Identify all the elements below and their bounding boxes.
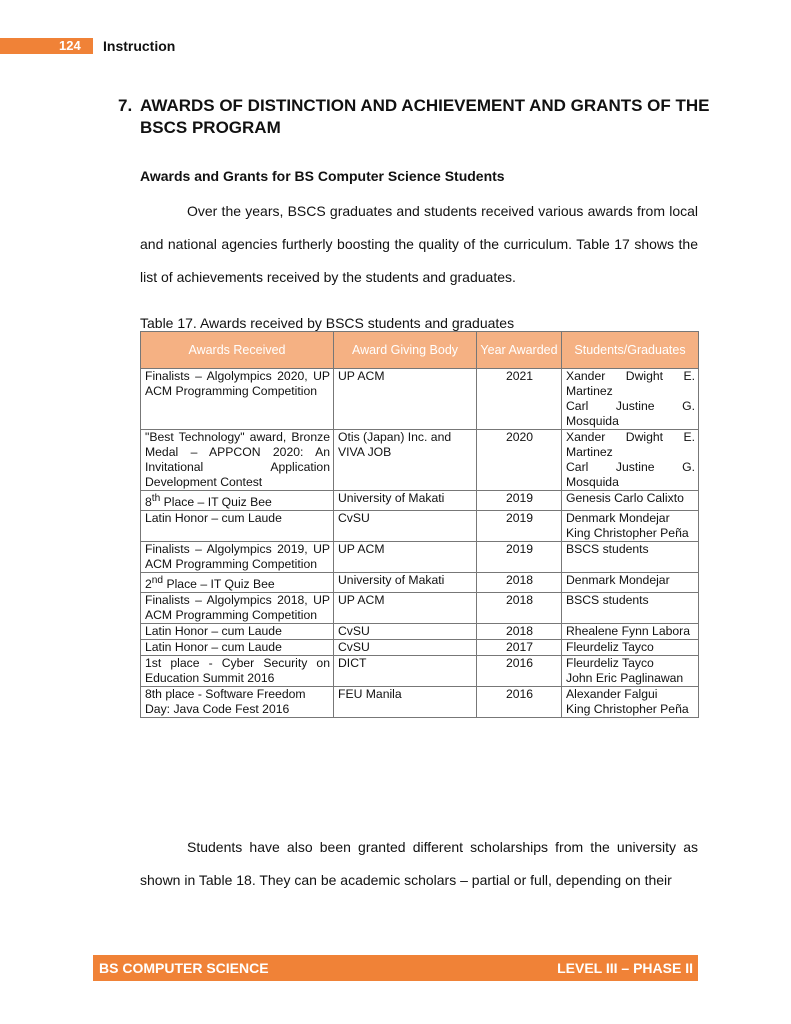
students-cell (562, 430, 699, 491)
student-name: Denmark Mondejar (566, 573, 670, 588)
award-cell: Latin Honor – cum Laude (141, 624, 334, 640)
award-place-number: 2 (145, 577, 152, 592)
year-cell: 2016 (477, 656, 562, 687)
table-row (141, 369, 699, 430)
student-name: Alexander Falgui (566, 687, 658, 702)
student-name: Xander Dwight E. Martinez (566, 430, 695, 459)
page-number: 124 (59, 38, 81, 53)
heading-title: AWARDS OF DISTINCTION AND ACHIEVEMENT AND GRANTS OF THE BSCS PROGRAM (140, 96, 710, 137)
students-cell (562, 687, 699, 718)
header-year-awarded: Year Awarded (477, 332, 562, 369)
student-name: BSCS students (566, 542, 649, 557)
students-cell (562, 511, 699, 542)
footer-level: LEVEL III – PHASE II (557, 960, 693, 976)
footer-program: BS COMPUTER SCIENCE (99, 960, 269, 976)
section-label: Instruction (103, 38, 176, 54)
award-cell: 8th place - Software Freedom Day: Java Code Fest 2016 (141, 687, 334, 718)
awards-table (140, 331, 699, 718)
award-body-cell: CvSU (334, 511, 477, 542)
award-body-cell: UP ACM (334, 369, 477, 430)
year-cell: 2019 (477, 491, 562, 511)
table-row (141, 573, 699, 593)
award-cell (141, 491, 334, 511)
award-cell: Latin Honor – cum Laude (141, 511, 334, 542)
award-place-text: Place – IT Quiz Bee (160, 495, 272, 510)
table-row (141, 624, 699, 640)
student-name: BSCS students (566, 593, 649, 608)
award-body-cell: CvSU (334, 624, 477, 640)
heading-number: 7. (118, 96, 133, 115)
students-cell (562, 593, 699, 624)
table-row (141, 491, 699, 511)
table-row (141, 640, 699, 656)
award-cell: "Best Technology" award, Bronze Medal – APPCON 2020: An Invitational Application Development Contest (141, 430, 334, 491)
award-place-suffix: nd (151, 575, 164, 587)
award-body-cell: UP ACM (334, 593, 477, 624)
award-body-cell: University of Makati (334, 573, 477, 593)
student-name: Carl Justine G. Mosquida (566, 460, 695, 489)
student-name: Carl Justine G. Mosquida (566, 399, 695, 428)
student-name: Genesis Carlo Calixto (566, 491, 684, 505)
table-row (141, 656, 699, 687)
award-cell: Finalists – Algolympics 2020, UP ACM Programming Competition (141, 369, 334, 430)
award-cell: Finalists – Algolympics 2018, UP ACM Programming Competition (141, 593, 334, 624)
student-name: Xander Dwight E. Martinez (566, 369, 695, 398)
header-students-graduates: Students/Graduates (562, 332, 699, 369)
header-awards-received: Awards Received (141, 332, 334, 369)
award-body-cell: Otis (Japan) Inc. and VIVA JOB (334, 430, 477, 491)
table-row (141, 593, 699, 624)
award-body-cell: UP ACM (334, 542, 477, 573)
students-cell (562, 369, 699, 430)
year-cell: 2018 (477, 624, 562, 640)
students-cell (562, 640, 699, 656)
year-cell: 2018 (477, 573, 562, 593)
students-cell (562, 542, 699, 573)
students-cell (562, 656, 699, 687)
award-place-suffix: th (151, 493, 161, 504)
year-cell: 2020 (477, 430, 562, 491)
intro-paragraph: Over the years, BSCS graduates and students received various awards from local and national agencies furtherly boosting the quality of the curriculum. Table 17 shows the list of achievements received by the students and graduates. (140, 203, 698, 285)
award-cell: 1st place - Cyber Security on Education Summit 2016 (141, 656, 334, 687)
table-caption: Table 17. Awards received by BSCS students and graduates (140, 315, 515, 331)
year-cell: 2019 (477, 511, 562, 542)
year-cell: 2016 (477, 687, 562, 718)
year-cell: 2019 (477, 542, 562, 573)
student-name: Denmark Mondejar (566, 511, 670, 526)
award-body-cell: University of Makati (334, 491, 477, 511)
award-place-text: Place – IT Quiz Bee (163, 577, 275, 592)
year-cell: 2018 (477, 593, 562, 624)
award-cell: Finalists – Algolympics 2019, UP ACM Programming Competition (141, 542, 334, 573)
header-award-giving-body: Award Giving Body (334, 332, 477, 369)
year-cell: 2021 (477, 369, 562, 430)
table-header-row (141, 332, 699, 369)
subheading: Awards and Grants for BS Computer Science Students (140, 168, 505, 184)
table-row (141, 430, 699, 491)
award-place-number: 8 (145, 495, 152, 510)
year-cell: 2017 (477, 640, 562, 656)
student-name: Fleurdeliz Tayco (566, 656, 654, 671)
award-cell (141, 573, 334, 593)
award-cell: Latin Honor – cum Laude (141, 640, 334, 656)
student-name: Fleurdeliz Tayco (566, 640, 654, 655)
student-name: King Christopher Peña (566, 526, 689, 541)
table-row (141, 542, 699, 573)
table-row (141, 511, 699, 542)
student-name: Rhealene Fynn Labora (566, 624, 690, 639)
student-name: King Christopher Peña (566, 702, 689, 717)
students-cell (562, 624, 699, 640)
students-cell (562, 573, 699, 593)
award-body-cell: FEU Manila (334, 687, 477, 718)
award-body-cell: CvSU (334, 640, 477, 656)
award-body-cell: DICT (334, 656, 477, 687)
table-row (141, 687, 699, 718)
student-name: John Eric Paglinawan (566, 671, 684, 686)
students-cell (562, 491, 699, 511)
scholarship-paragraph: Students have also been granted different scholarships from the university as shown in Table 18. They can be academic scholars – partial or full, depending on their (140, 839, 698, 888)
